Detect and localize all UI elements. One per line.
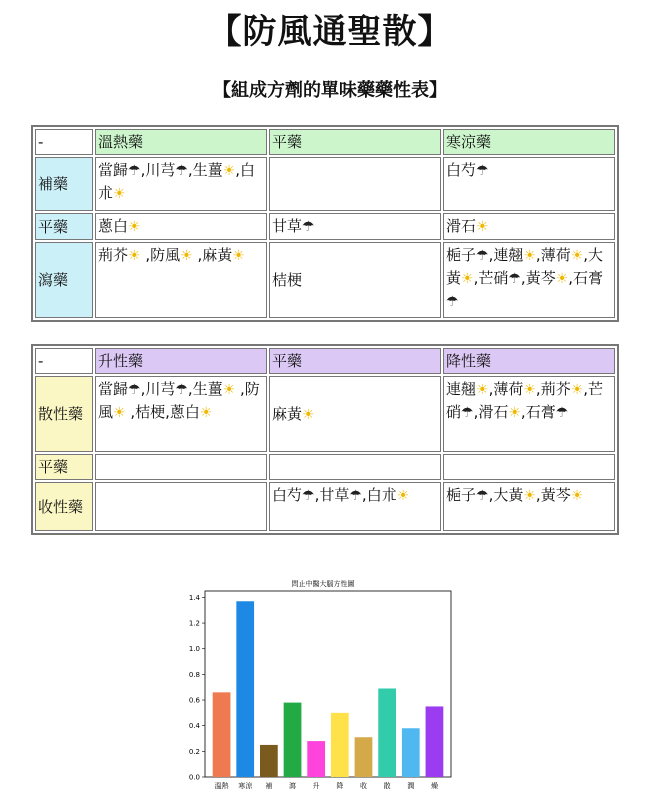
- x-tick-label: 寒涼: [238, 782, 253, 790]
- herb-name: ,白朮: [361, 486, 397, 504]
- table-header-row: [35, 129, 615, 155]
- header-descend: 降性藥: [443, 348, 615, 374]
- herb-cell: [269, 482, 441, 531]
- umbrella-icon: ☂: [476, 248, 489, 264]
- herb-name: 甘草: [272, 217, 303, 235]
- row-label-tonify: 補藥: [35, 157, 93, 211]
- herb-name: 梔子: [446, 486, 477, 504]
- herb-cell: [95, 482, 267, 531]
- bar: [331, 713, 349, 777]
- herb-name: ,防風: [98, 380, 260, 421]
- herb-name: 荊芥: [98, 246, 129, 264]
- umbrella-icon: ☂: [128, 382, 141, 398]
- herb-name: ,石膏: [568, 269, 604, 287]
- sun-icon: ☀: [113, 186, 126, 202]
- herb-name: 當歸: [98, 161, 129, 179]
- herb-cell: [269, 376, 441, 452]
- sun-icon: ☀: [302, 406, 315, 423]
- herb-cell: [95, 213, 267, 240]
- herb-name: ,桔梗,蔥白: [125, 403, 200, 421]
- sun-icon: ☀: [523, 488, 536, 504]
- herb-name: ,石膏: [520, 403, 556, 421]
- herb-name: ,荊芥: [535, 380, 571, 398]
- umbrella-icon: ☂: [128, 163, 141, 179]
- herb-name: ,滑石: [473, 403, 509, 421]
- sun-icon: ☀: [199, 405, 213, 421]
- herb-name: 連翹: [446, 380, 477, 398]
- sun-icon: ☀: [523, 382, 536, 398]
- sun-icon: ☀: [476, 382, 489, 398]
- herb-name: ,連翹: [488, 246, 524, 264]
- sun-icon: ☀: [523, 248, 536, 264]
- row-label-disperse: 散性藥: [35, 376, 93, 452]
- umbrella-icon: ☂: [446, 294, 459, 310]
- umbrella-icon: ☂: [175, 382, 188, 398]
- herb-cell: [443, 454, 615, 480]
- y-tick-label: 1.2: [188, 619, 200, 628]
- sun-icon: ☀: [570, 382, 584, 398]
- table-row: [35, 376, 615, 452]
- bar-series: [213, 601, 444, 777]
- herb-name: 桔梗: [272, 271, 303, 289]
- table-row: [35, 157, 615, 211]
- herb-name: 白芍: [446, 161, 477, 179]
- herb-cell: [443, 213, 615, 240]
- row-label-neutral: 平藥: [35, 213, 93, 240]
- bar: [260, 745, 278, 777]
- chart-title: 問止中醫大腦方性圖: [291, 580, 355, 588]
- bar: [284, 703, 302, 777]
- herb-name: 蔥白: [98, 217, 129, 235]
- herb-name: 當歸: [98, 380, 129, 398]
- umbrella-icon: ☂: [461, 405, 474, 421]
- sun-icon: ☀: [113, 405, 126, 421]
- herb-name: ,麻黃: [192, 246, 233, 264]
- umbrella-icon: ☂: [175, 163, 188, 179]
- herb-cell: [95, 454, 267, 480]
- y-tick-label: 0.2: [188, 747, 200, 756]
- herb-cell: [443, 376, 615, 452]
- umbrella-icon: ☂: [555, 405, 569, 421]
- direction-disperse-table: [31, 344, 619, 535]
- herb-name: ,芒硝: [473, 269, 509, 287]
- temperature-tonify-table: [31, 125, 619, 322]
- header-neutral: 平藥: [269, 348, 441, 374]
- umbrella-icon: ☂: [302, 219, 315, 235]
- y-tick-label: 0.0: [188, 773, 200, 782]
- header-cool: 寒涼藥: [443, 129, 615, 155]
- row-label-astringe: 收性藥: [35, 482, 93, 531]
- y-tick-label: 0.4: [188, 722, 200, 731]
- x-tick-label: 潤: [407, 782, 415, 790]
- sun-icon: ☀: [570, 248, 584, 264]
- herb-name: 黃芩: [525, 269, 556, 287]
- x-tick-label: 降: [336, 782, 344, 790]
- header-ascend: 升性藥: [95, 348, 267, 374]
- herb-cell: [269, 213, 441, 240]
- herb-cell: [443, 482, 615, 531]
- x-tick-label: 收: [359, 782, 367, 790]
- y-axis: [189, 594, 205, 782]
- y-tick-label: 0.8: [188, 670, 200, 679]
- bar: [378, 688, 396, 777]
- umbrella-icon: ☂: [349, 488, 362, 504]
- table-row: [35, 242, 615, 318]
- bar: [213, 692, 231, 777]
- umbrella-icon: ☂: [508, 271, 521, 287]
- herb-cell: [95, 242, 267, 318]
- table-row: [35, 454, 615, 480]
- umbrella-icon: ☂: [302, 488, 315, 504]
- herb-name: 麻黃: [272, 404, 303, 423]
- herb-cell: [443, 242, 615, 318]
- herb-name: 梔子: [446, 246, 477, 264]
- sun-icon: ☀: [180, 248, 193, 264]
- x-tick-label: 補: [265, 782, 273, 790]
- sun-icon: ☀: [461, 271, 474, 287]
- sun-icon: ☀: [476, 219, 489, 235]
- bar: [402, 728, 420, 777]
- herb-name: ,甘草: [314, 486, 350, 504]
- header-corner: -: [35, 348, 93, 374]
- row-label-purge: 瀉藥: [35, 242, 93, 318]
- herb-cell: [443, 157, 615, 211]
- x-tick-label: 燥: [430, 782, 438, 790]
- x-axis: [215, 781, 438, 790]
- sun-icon: ☀: [555, 271, 569, 287]
- umbrella-icon: ☂: [476, 488, 489, 504]
- header-neutral: 平藥: [269, 129, 441, 155]
- sun-icon: ☀: [508, 405, 521, 421]
- sun-icon: ☀: [396, 488, 410, 504]
- x-tick-label: 溫熱: [214, 782, 229, 790]
- x-tick-label: 散: [383, 782, 391, 790]
- herb-name: ,大黃: [488, 486, 524, 504]
- x-tick-label: 瀉: [289, 782, 297, 790]
- x-tick-label: 升: [312, 782, 320, 790]
- sun-icon: ☀: [222, 382, 236, 398]
- sun-icon: ☀: [128, 248, 141, 264]
- herb-cell: [269, 157, 441, 211]
- herb-cell: [269, 242, 441, 318]
- table-row: [35, 213, 615, 240]
- table-row: [35, 482, 615, 531]
- herb-name: ,生薑: [187, 161, 223, 179]
- umbrella-icon: ☂: [476, 163, 489, 179]
- herb-cell: [269, 454, 441, 480]
- herb-name: ,白朮: [98, 161, 256, 202]
- bar: [307, 741, 325, 777]
- row-label-neutral: 平藥: [35, 454, 93, 480]
- herb-name: ,薄荷: [488, 380, 524, 398]
- herb-name: 白芍: [272, 486, 303, 504]
- y-tick-label: 1.0: [188, 645, 200, 654]
- herb-property-bar-chart: [172, 575, 462, 797]
- bar: [236, 601, 254, 777]
- herb-name: ,川芎: [140, 380, 176, 398]
- bar: [426, 706, 444, 777]
- sun-icon: ☀: [222, 163, 236, 179]
- herb-name: ,芒硝: [446, 380, 604, 421]
- herb-name: 滑石: [446, 217, 477, 235]
- table-header-row: [35, 348, 615, 374]
- herb-cell: [95, 157, 267, 211]
- herb-name: ,: [520, 269, 526, 287]
- sun-icon: ☀: [232, 248, 245, 264]
- herb-cell: [95, 376, 267, 452]
- herb-name: ,黃芩: [535, 486, 571, 504]
- page-title: 【防風通聖散】: [207, 12, 453, 52]
- herb-name: ,薄荷: [535, 246, 571, 264]
- header-corner: -: [35, 129, 93, 155]
- sun-icon: ☀: [128, 219, 141, 235]
- table-subtitle: 【組成方劑的單味藥藥性表】: [213, 80, 447, 101]
- y-tick-label: 1.4: [188, 593, 200, 602]
- herb-name: ,大黃: [446, 246, 604, 287]
- bar: [355, 737, 373, 777]
- herb-name: ,川芎: [140, 161, 176, 179]
- header-warm: 溫熱藥: [95, 129, 267, 155]
- herb-name: ,防風: [140, 246, 181, 264]
- sun-icon: ☀: [570, 488, 584, 504]
- y-tick-label: 0.6: [188, 696, 200, 705]
- herb-name: ,生薑: [187, 380, 223, 398]
